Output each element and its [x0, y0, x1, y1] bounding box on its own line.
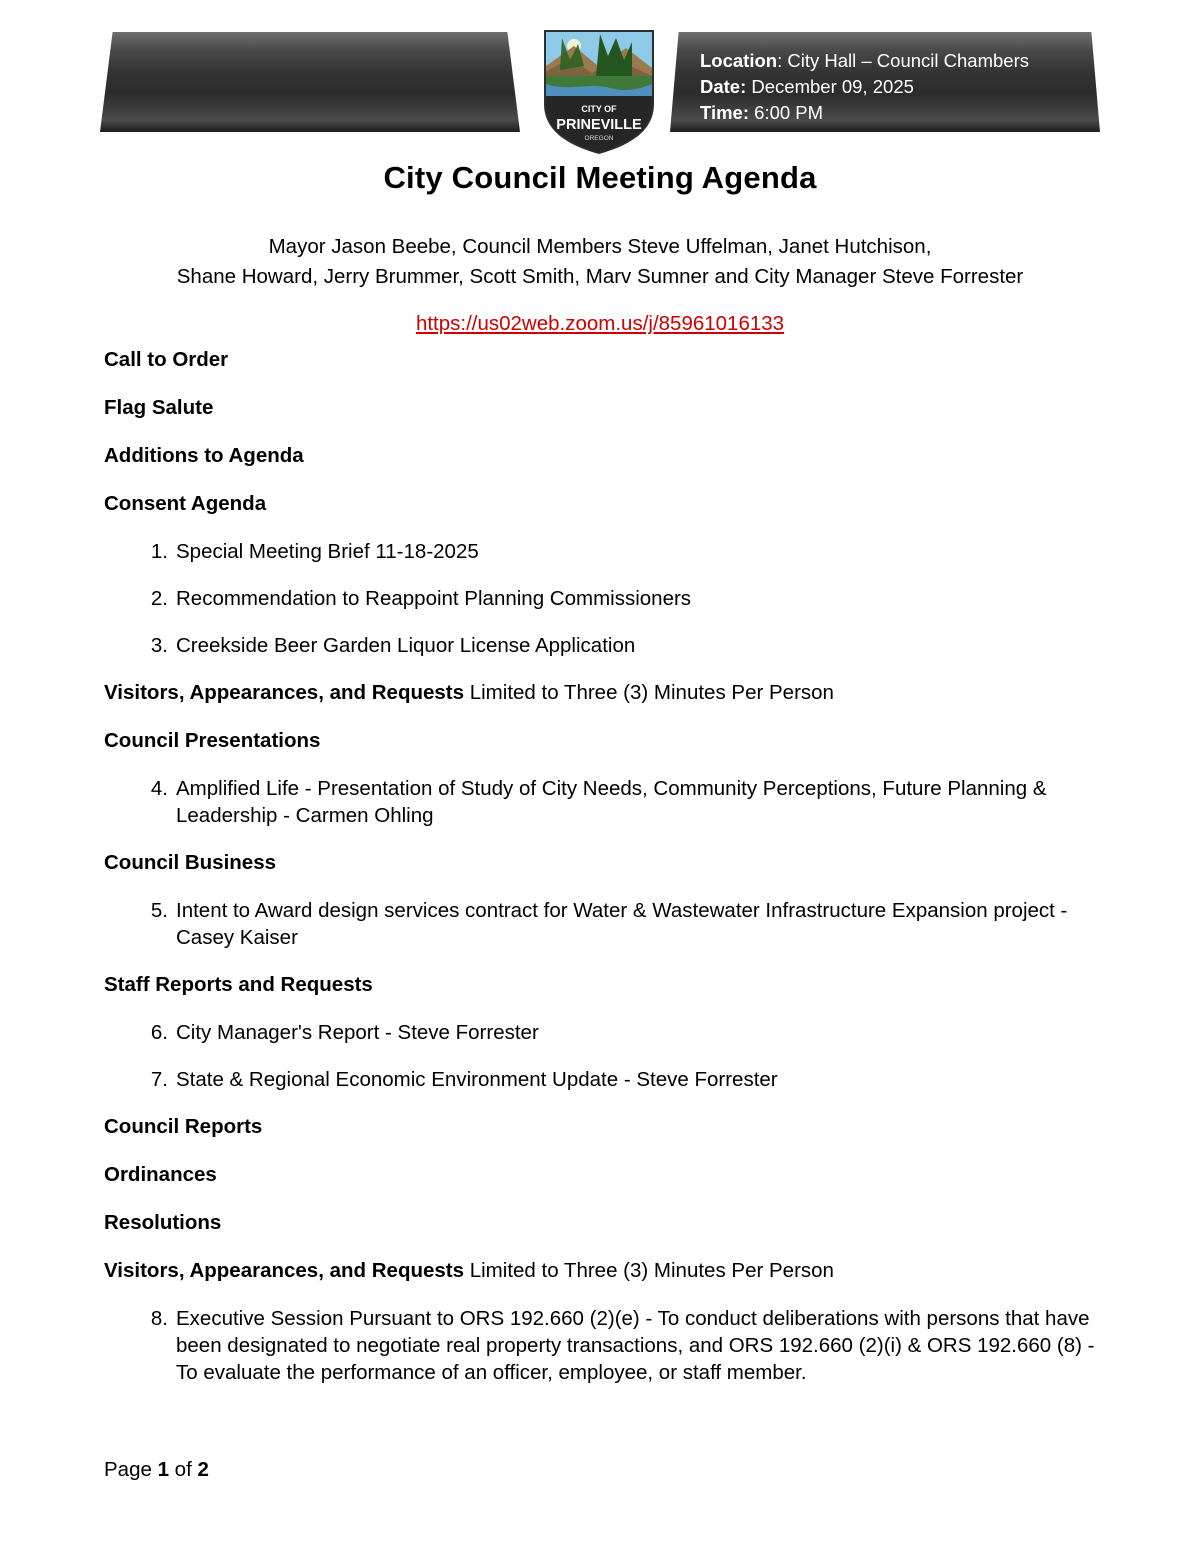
- date-label: Date:: [700, 76, 747, 97]
- item-text: City Manager's Report - Steve Forrester: [176, 1021, 539, 1044]
- item-number: 4.: [150, 777, 168, 800]
- zoom-meeting-link: [0, 312, 1200, 336]
- zoom-link-text[interactable]: https://us02web.zoom.us/j/85961016133: [415, 312, 785, 335]
- section-visitors-appearances-requests-2: [104, 1247, 1099, 1295]
- visitors-heading: Visitors, Appearances, and Requests: [104, 681, 465, 704]
- item-text: Executive Session Pursuant to ORS 192.660 (2)(e) - To conduct deliberations with persons that have been designated to negotiate real property transactions, and ORS 192.660 (2)(i) & ORS 192.660 (8) - To evaluate the performance of an officer, employee, or staff member.: [176, 1307, 1095, 1384]
- section-council-business: Council Business: [104, 851, 277, 874]
- location-label: Location: [700, 50, 778, 71]
- list-item: [104, 575, 1099, 622]
- list-item: [104, 1009, 1099, 1056]
- council-presentations-list: [104, 765, 1099, 839]
- item-number: 3.: [150, 634, 168, 657]
- council-members-line-1: Mayor Jason Beebe, Council Members Steve Uffelman, Janet Hutchison,: [268, 235, 932, 258]
- staff-reports-list: [104, 1009, 1099, 1103]
- consent-agenda-list: [104, 528, 1099, 669]
- section-council-presentations: Council Presentations: [104, 729, 321, 752]
- council-members-block: [0, 232, 1200, 292]
- footer-total-pages: 2: [197, 1458, 209, 1481]
- item-number: 2.: [150, 587, 168, 610]
- city-seal-logo: [540, 26, 658, 156]
- item-number: 5.: [150, 899, 168, 922]
- list-item: [104, 528, 1099, 575]
- time-label: Time:: [700, 102, 750, 123]
- list-item: [104, 1056, 1099, 1103]
- visitors-note: Limited to Three (3) Minutes Per Person: [464, 1259, 834, 1282]
- page-title: City Council Meeting Agenda: [383, 160, 817, 195]
- seal-bottom-text: OREGON: [584, 135, 614, 142]
- section-council-reports: Council Reports: [104, 1115, 263, 1138]
- meeting-date-line: [700, 74, 1100, 100]
- section-resolutions: Resolutions: [104, 1211, 222, 1234]
- list-item: [104, 765, 1099, 839]
- visitors-note: Limited to Three (3) Minutes Per Person: [464, 681, 834, 704]
- item-number: 1.: [150, 540, 168, 563]
- council-members-line-2: Shane Howard, Jerry Brummer, Scott Smith, Marv Sumner and City Manager Steve Forrester: [176, 265, 1024, 288]
- seal-main-text: PRINEVILLE: [556, 117, 642, 133]
- item-text: Intent to Award design services contract for Water & Wastewater Infrastructure Expansion project - Casey Kaiser: [176, 899, 1068, 949]
- item-text: State & Regional Economic Environment Update - Steve Forrester: [176, 1068, 778, 1091]
- list-item: [104, 622, 1099, 669]
- time-value: 6:00 PM: [749, 102, 824, 123]
- section-flag-salute: Flag Salute: [104, 396, 214, 419]
- section-consent-agenda: Consent Agenda: [104, 492, 267, 515]
- section-additions-to-agenda: Additions to Agenda: [104, 444, 304, 467]
- header-banner: [100, 26, 1100, 142]
- section-call-to-order: Call to Order: [104, 348, 229, 371]
- section-ordinances: Ordinances: [104, 1163, 217, 1186]
- item-number: 8.: [150, 1307, 168, 1330]
- list-item: [104, 1295, 1099, 1396]
- item-number: 6.: [150, 1021, 168, 1044]
- meeting-location-line: [700, 48, 1100, 74]
- page-footer: [104, 1458, 209, 1482]
- footer-current-page: 1: [157, 1458, 169, 1481]
- council-business-list: [104, 887, 1099, 961]
- item-text: Amplified Life - Presentation of Study of City Needs, Community Perceptions, Future Planning & Leadership - Carmen Ohling: [176, 777, 1047, 827]
- section-staff-reports-and-requests: Staff Reports and Requests: [104, 973, 373, 996]
- section-visitors-appearances-requests-1: [104, 669, 1099, 717]
- date-value: December 09, 2025: [746, 76, 914, 97]
- executive-session-list: [104, 1295, 1099, 1396]
- item-text: Special Meeting Brief 11-18-2025: [176, 540, 479, 563]
- meeting-time-line: [700, 100, 1100, 126]
- seal-top-text: CITY OF: [581, 104, 617, 114]
- footer-middle: of: [168, 1458, 198, 1481]
- item-text: Recommendation to Reappoint Planning Commissioners: [176, 587, 692, 610]
- agenda-body: [104, 336, 1099, 1396]
- location-value: : City Hall – Council Chambers: [777, 50, 1029, 71]
- meeting-info: [700, 48, 1100, 126]
- item-text: Creekside Beer Garden Liquor License Application: [176, 634, 636, 657]
- item-number: 7.: [150, 1068, 168, 1091]
- footer-prefix: Page: [104, 1458, 158, 1481]
- banner-left-plate: [100, 32, 520, 132]
- list-item: [104, 887, 1099, 961]
- visitors-heading: Visitors, Appearances, and Requests: [104, 1259, 465, 1282]
